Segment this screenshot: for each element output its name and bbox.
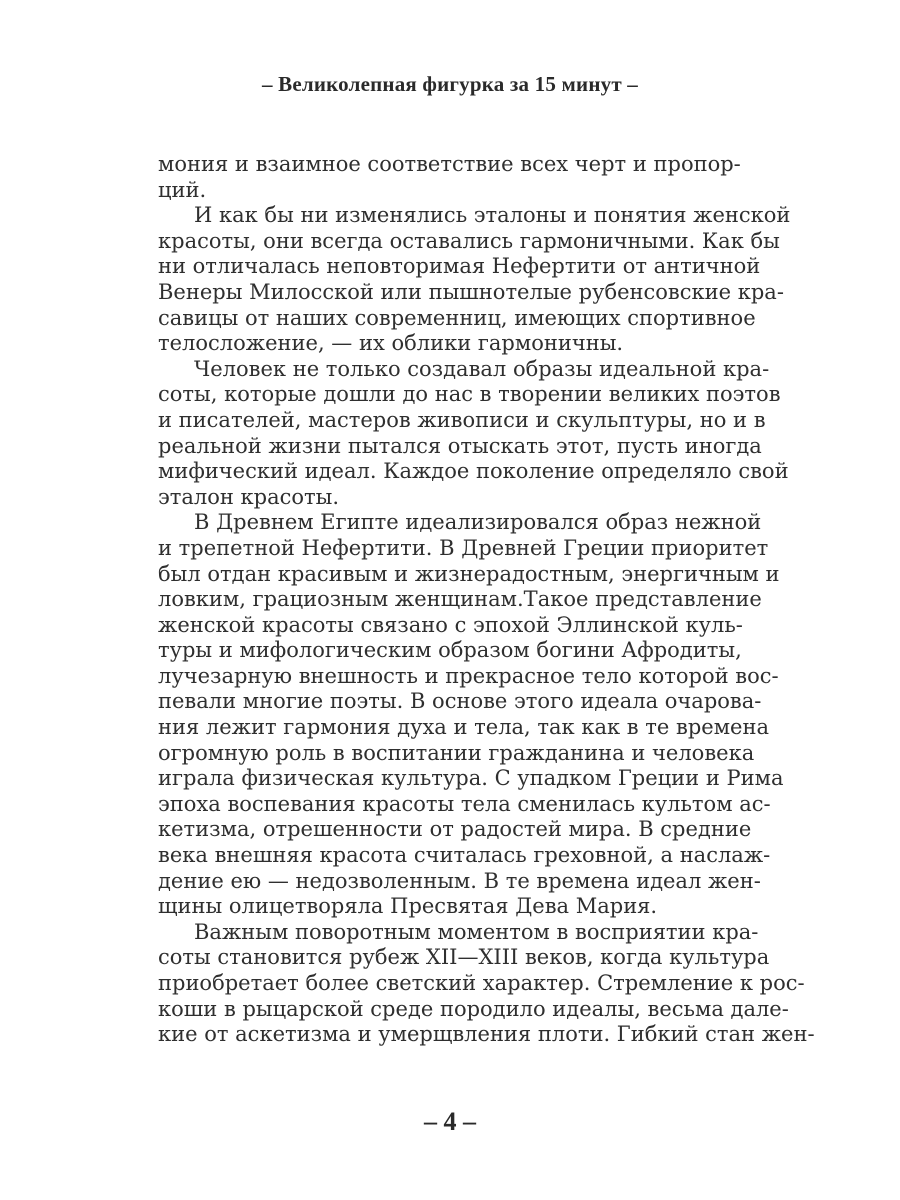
text-line: и писателей, мастеров живописи и скульптуры, но и в: [158, 407, 766, 432]
text-line: И как бы ни изменялись эталоны и понятия женской: [194, 203, 791, 228]
text-line: огромную роль в воспитании гражданина и человека: [158, 740, 755, 765]
text-line: Человек не только создавал образы идеальной кра-: [194, 356, 770, 381]
text-line: был отдан красивым и жизнерадостным, энергичным и: [158, 561, 780, 586]
text-line: соты становится рубеж XII—XIII веков, когда культура: [158, 945, 770, 970]
text-line: женской красоты связано с эпохой Эллинской куль-: [158, 612, 743, 637]
text-line: красоты, они всегда оставались гармоничными. Как бы: [158, 228, 780, 253]
text-line: ния лежит гармония духа и тела, так как в те времена: [158, 715, 769, 740]
text-line: дение ею — недозволенным. В те времена идеал жен-: [158, 868, 761, 893]
text-line: играла физическая культура. С упадком Греции и Рима: [158, 766, 784, 791]
text-line: лучезарную внешность и прекрасное тело которой вос-: [158, 663, 779, 688]
text-line: кетизма, отрешенности от радостей мира. В средние: [158, 817, 752, 842]
text-line: соты, которые дошли до нас в творении великих поэтов: [158, 382, 781, 407]
text-line: и трепетной Нефертити. В Древней Греции приоритет: [158, 535, 769, 560]
text-line: мония и взаимное соответствие всех черт и пропор-: [158, 152, 741, 176]
text-line: туры и мифологическим образом богини Афродиты,: [158, 638, 742, 663]
text-line: щины олицетворяла Пресвятая Дева Мария.: [158, 894, 658, 919]
text-line: савицы от наших современниц, имеющих спортивное: [158, 305, 756, 330]
text-line: певали многие поэты. В основе этого идеала очарова-: [158, 689, 762, 714]
text-line: эпоха воспевания красоты тела сменилась культом ас-: [158, 791, 771, 816]
text-line: Важным поворотным моментом в восприятии кра-: [194, 919, 759, 944]
text-line: коши в рыцарской среде породило идеалы, весьма дале-: [158, 996, 789, 1021]
text-line: реальной жизни пытался отыскать этот, пусть иногда: [158, 433, 762, 458]
text-line: В Древнем Египте идеализировался образ нежной: [194, 510, 762, 535]
text-line: ций.: [158, 177, 207, 202]
text-line: приобретает более светский характер. Стремление к рос-: [158, 971, 805, 995]
running-header: – Великолепная фигурка за 15 минут –: [261, 72, 638, 96]
text-line: мифический идеал. Каждое поколение определяло свой: [158, 459, 789, 484]
text-line: ни отличалась неповторимая Нефертити от античной: [158, 254, 761, 279]
text-line: Венеры Милосской или пышнотелые рубенсовские кра-: [158, 279, 784, 304]
body-text: [158, 152, 815, 1048]
text-line: эталон красоты.: [158, 484, 340, 509]
page-number: – 4 –: [424, 1107, 476, 1136]
text-line: века внешняя красота считалась греховной, а наслаж-: [158, 843, 771, 868]
text-line: кие от аскетизма и умерщвления плоти. Гибкий стан жен-: [158, 1022, 815, 1047]
text-line: телосложение, — их облики гармоничны.: [158, 331, 624, 356]
text-line: ловким, грациозным женщинам.Такое представление: [158, 587, 762, 612]
